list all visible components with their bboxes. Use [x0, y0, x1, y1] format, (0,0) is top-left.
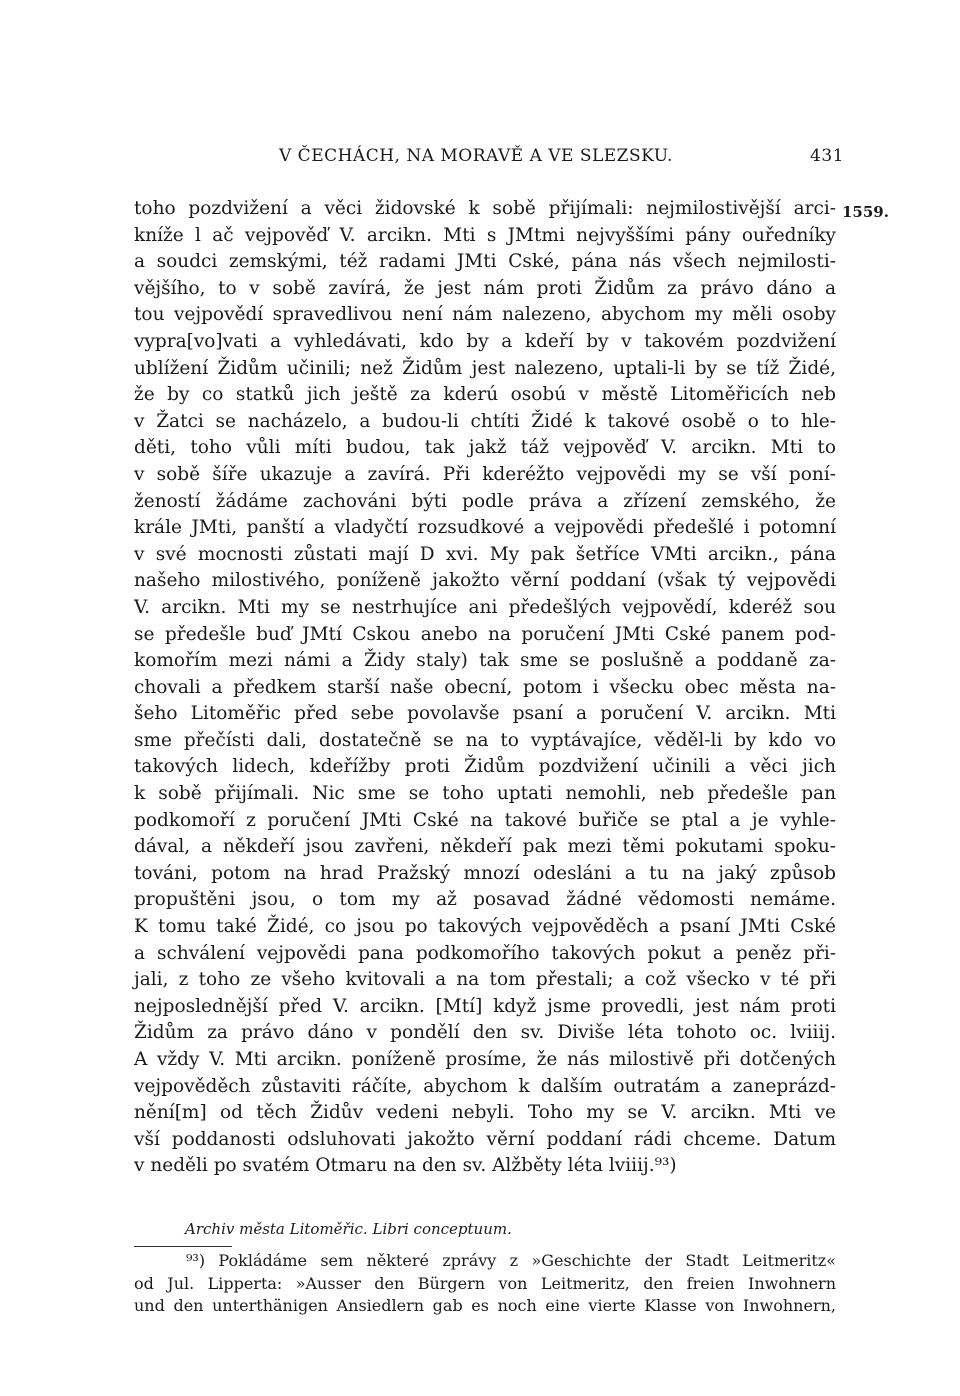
footnote-block	[134, 1250, 836, 1318]
text-line: šeho Litoměřic před sebe povolavše psaní a poručení V. arcikn. Mti	[134, 703, 836, 725]
running-title: V ČECHÁCH, NA MORAVĚ A VE SLEZSKU.	[279, 146, 673, 166]
text-line: Židům za právo dáno v pondělí den sv. Diviše léta tohoto oc. lviiij.	[134, 1022, 836, 1044]
text-line: děti, toho vůli míti budou, tak jakž táž vejpověď V. arcikn. Mti to	[134, 437, 836, 459]
text-line: továni, potom na hrad Pražský mnozí odesláni a tu na jaký způsob	[134, 862, 836, 884]
text-line: toho pozdvižení a věci židovské k sobě přijímali: nejmilostivější arci-	[134, 198, 836, 219]
page-number: 431	[810, 146, 844, 166]
footnote-line: ⁹³) Pokládáme sem některé zprávy z »Geschichte der Stadt Leitmeritz«	[186, 1251, 836, 1270]
source-citation: Archiv města Litoměřic. Libri conceptuum.	[185, 1220, 512, 1238]
text-line: podkomoří z poručení JMti Cské na takové buřiče se ptal a je vyhle-	[134, 809, 836, 831]
text-line: nění[m] od těch Židův vedeni nebyli. Toho my se V. arcikn. Mti ve	[134, 1102, 836, 1124]
text-line: krále JMti, panští a vladyčtí rozsudkové a vejpovědi předešlé i potomní	[134, 517, 836, 539]
text-line: k sobě přijímali. Nic sme se toho uptati nemohli, neb předešle pan	[134, 783, 836, 805]
text-line: A vždy V. Mti arcikn. poníženě prosíme, že nás milostivě při dotčených	[134, 1049, 836, 1070]
text-line: v sobě šíře ukazuje a zavírá. Při kderéžto vejpovědi my se vší poní-	[134, 463, 836, 485]
text-line: nejposlednější před V. arcikn. [Mtí] když jsme provedli, jest nám proti	[134, 995, 836, 1017]
text-line: vší poddanosti odsluhovati jakožto věrní poddaní rádi chceme. Datum	[134, 1128, 836, 1150]
footnote-divider	[134, 1246, 232, 1247]
text-line: kníže l ač vejpověď V. arcikn. Mti s JMtmi nejvyššími pány ouředníky	[134, 224, 836, 246]
margin-note-year: 1559.	[842, 203, 889, 221]
text-line: a schválení vejpovědi pana podkomořího takových pokut a peněz při-	[134, 942, 836, 964]
text-line: tou vejpovědí spravedlivou není nám nalezeno, abychom my měli osoby	[134, 304, 836, 326]
text-line: v své mocnosti zůstati mají D xvi. My pak šetříce VMti arcikn., pána	[134, 543, 836, 565]
text-line: v Žatci se nacházelo, a budou-li chtíti Židé k takové osobě o to hle-	[134, 410, 836, 432]
text-line: propuštěni jsou, o tom my až posavad žádné vědomosti nemáme.	[134, 889, 836, 911]
running-head	[134, 142, 846, 172]
text-line: se předešle buď JMtí Cskou anebo na poručení JMti Cské panem pod-	[134, 623, 836, 645]
text-line: dával, a někdeří jsou zavřeni, někdeří pak mezi těmi pokutami spoku-	[134, 836, 836, 858]
text-line: a soudci zemskými, též radami JMti Cské, pána nás všech nejmilosti-	[134, 251, 836, 273]
text-line: V. arcikn. Mti my se nestrhujíce ani předešlých vejpovědí, kderéž sou	[134, 596, 836, 618]
text-line: takových lidech, kdeřížby proti Židům pozdvižení učinili a věci jich	[134, 756, 836, 778]
text-line: že by co statků jich ještě za kderú osobú v městě Litoměřicích neb	[134, 384, 836, 406]
text-line: vějšího, to v sobě zavírá, že jest nám proti Židům za právo dáno a	[134, 277, 836, 299]
text-line: v neděli po svatém Otmaru na den sv. Alžběty léta lviiij.⁹³)	[134, 1155, 677, 1177]
text-line: vypra[vo]vati a vyhledávati, kdo by a kdeří by v takovém pozdvižení	[134, 330, 836, 352]
footnote-line: und den unterthänigen Ansiedlern gab es noch eine vierte Klasse von Inwohnern,	[134, 1296, 836, 1315]
text-line: žeností žádáme zachováni býti podle práva a zřízení zemského, že	[134, 490, 836, 512]
text-line: ublížení Židům učinili; než Židům jest nalezeno, uptali-li by se tíž Židé,	[134, 357, 836, 379]
text-line: vejpověděch zůstaviti ráčíte, abychom k dalším outratám a zaneprázd-	[134, 1075, 836, 1097]
text-line: komořím mezi námi a Židy staly) tak sme se poslušně a poddaně za-	[134, 650, 836, 672]
text-line: K tomu také Židé, co jsou po takových vejpověděch a psaní JMti Cské	[134, 916, 836, 938]
text-line: jali, z toho ze všeho kvitovali a na tom přestali; a což všecko v té při	[134, 969, 836, 991]
text-line: sme přečísti dali, dostatečně se na to vyptávajíce, věděl-li by kdo vo	[134, 729, 836, 751]
text-line: chovali a předkem starší naše obecní, potom i všecku obec města na-	[134, 676, 836, 698]
body-text	[134, 196, 836, 1180]
footnote-line: od Jul. Lipperta: »Ausser den Bürgern von Leitmeritz, den freien Inwohnern	[134, 1273, 836, 1293]
text-line: našeho milostivého, poníženě jakožto věrní poddaní (však tý vejpovědi	[134, 570, 836, 592]
